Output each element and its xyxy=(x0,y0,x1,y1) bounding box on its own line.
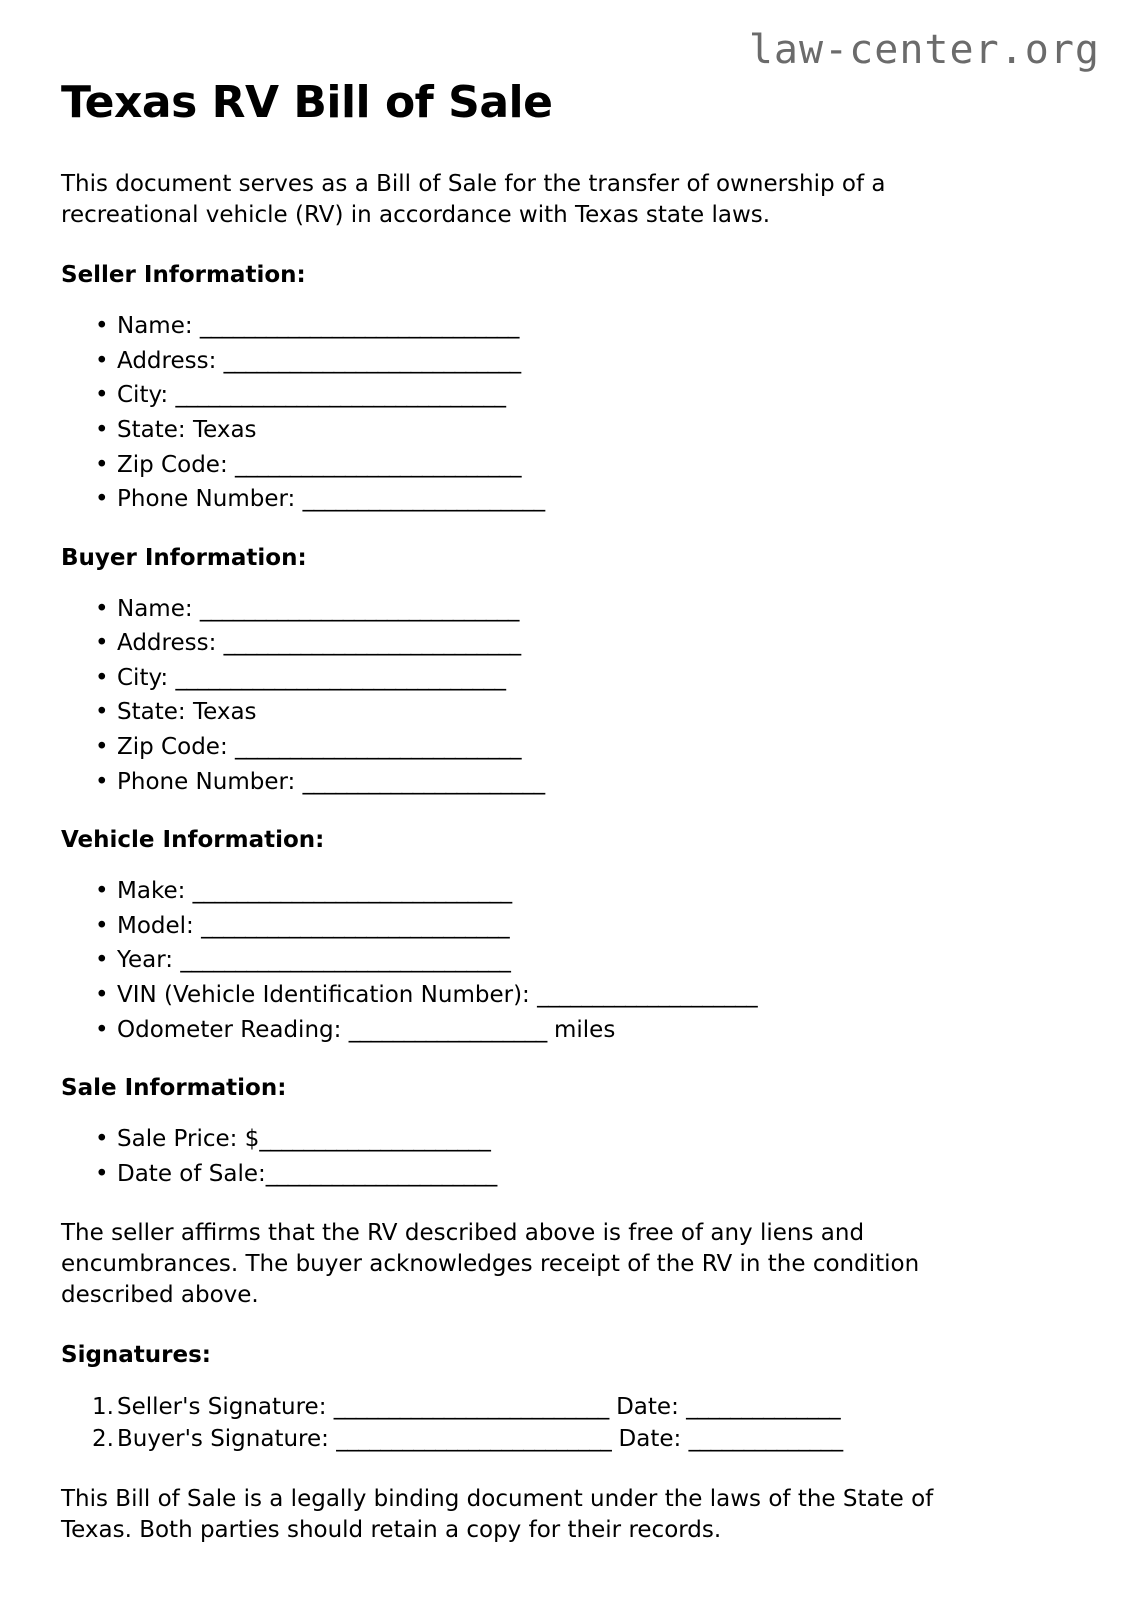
list-item xyxy=(61,878,1006,906)
closing-paragraph: This Bill of Sale is a legally binding document under the laws of the State of Texas. Both parties should retain a copy for their records. xyxy=(61,1485,934,1543)
vehicle-information-heading: Vehicle Information: xyxy=(61,827,325,854)
buyer-field-list xyxy=(61,596,1006,797)
field-blank-line[interactable]: ___________________________ xyxy=(223,630,521,657)
field-label: Date of Sale: xyxy=(117,1160,266,1187)
signature-label: Seller's Signature: xyxy=(117,1394,334,1421)
field-label: Model: xyxy=(117,912,202,939)
field-blank-line[interactable]: _____________________________ xyxy=(192,878,512,905)
field-suffix-unit: miles xyxy=(546,1016,616,1043)
list-item xyxy=(61,1017,1006,1045)
field-label: City: xyxy=(117,382,176,409)
sale-information-heading: Sale Information: xyxy=(61,1075,287,1102)
list-item xyxy=(61,348,1006,376)
list-item xyxy=(61,630,1006,658)
seller-field-list xyxy=(61,313,1006,514)
field-label: Sale Price: $ xyxy=(117,1126,260,1153)
signatures-heading: Signatures: xyxy=(61,1342,212,1369)
signature-blank-line[interactable]: _________________________ xyxy=(333,1394,609,1421)
field-blank-line[interactable]: ______________________________ xyxy=(175,664,506,691)
list-item xyxy=(61,382,1006,410)
field-label: State: Texas xyxy=(117,417,257,444)
page-title: Texas RV Bill of Sale xyxy=(61,77,553,128)
list-item xyxy=(61,417,1006,445)
field-label: Name: xyxy=(117,595,200,622)
field-blank-line[interactable]: _____________________ xyxy=(259,1126,491,1153)
signature-date-label: Date: xyxy=(608,1394,687,1421)
list-item xyxy=(61,596,1006,624)
sale-field-list xyxy=(61,1126,1006,1188)
field-label: Address: xyxy=(117,347,224,374)
site-watermark: law-center.org xyxy=(748,27,1100,73)
list-item xyxy=(61,1126,1006,1154)
field-label: VIN (Vehicle Identification Number): xyxy=(117,981,538,1008)
buyer-information-heading: Buyer Information: xyxy=(61,544,307,571)
list-item xyxy=(61,486,1006,514)
field-label: Year: xyxy=(117,947,181,974)
field-blank-line[interactable]: ___________________________ xyxy=(223,347,521,374)
vehicle-field-list xyxy=(61,878,1006,1044)
field-label: Name: xyxy=(117,313,200,340)
signature-date-blank-line[interactable]: ______________ xyxy=(686,1394,841,1421)
field-blank-line[interactable]: ______________________________ xyxy=(175,382,506,409)
field-label: Phone Number: xyxy=(117,486,303,513)
field-label: Address: xyxy=(117,630,224,657)
signature-blank-line[interactable]: _________________________ xyxy=(336,1425,612,1452)
signature-date-label: Date: xyxy=(611,1425,689,1452)
list-item xyxy=(61,665,1006,693)
field-blank-line[interactable]: ______________________________ xyxy=(180,947,511,974)
field-label: Odometer Reading: xyxy=(117,1016,349,1043)
seller-information-heading: Seller Information: xyxy=(61,262,306,289)
list-item xyxy=(61,1425,1006,1454)
field-blank-line[interactable]: __________________________ xyxy=(235,451,521,478)
field-blank-line[interactable]: __________________________ xyxy=(235,734,521,761)
list-item xyxy=(61,947,1006,975)
field-blank-line[interactable]: ____________________ xyxy=(537,981,758,1008)
field-label: Phone Number: xyxy=(117,768,303,795)
field-blank-line[interactable]: __________________ xyxy=(348,1016,547,1043)
field-label: Zip Code: xyxy=(117,734,235,761)
list-item xyxy=(61,734,1006,762)
list-item xyxy=(61,313,1006,341)
field-blank-line[interactable]: _____________________________ xyxy=(199,595,519,622)
field-blank-line[interactable]: ______________________ xyxy=(302,768,545,795)
list-item xyxy=(61,982,1006,1010)
field-blank-line[interactable]: ______________________ xyxy=(302,486,545,513)
list-item xyxy=(61,769,1006,797)
intro-paragraph: This document serves as a Bill of Sale for the transfer of ownership of a recreational vehicle (RV) in accordance with Texas state laws. xyxy=(61,171,886,229)
signature-date-blank-line[interactable]: ______________ xyxy=(688,1425,843,1452)
list-item xyxy=(61,1161,1006,1189)
list-item xyxy=(61,452,1006,480)
list-item xyxy=(61,699,1006,727)
field-label: Make: xyxy=(117,878,193,905)
list-item xyxy=(61,913,1006,941)
signature-label: Buyer's Signature: xyxy=(117,1425,337,1452)
field-label: Zip Code: xyxy=(117,451,235,478)
field-label: City: xyxy=(117,664,176,691)
affirmation-paragraph: The seller affirms that the RV described above is free of any liens and encumbrances. The buyer acknowledges receipt of the RV in the condition described above. xyxy=(61,1220,920,1309)
field-label: State: Texas xyxy=(117,699,257,726)
list-item xyxy=(61,1393,1006,1422)
signature-list xyxy=(61,1393,1006,1454)
field-blank-line[interactable]: ____________________________ xyxy=(201,912,510,939)
field-blank-line[interactable]: _____________________ xyxy=(265,1160,497,1187)
field-blank-line[interactable]: _____________________________ xyxy=(199,313,519,340)
